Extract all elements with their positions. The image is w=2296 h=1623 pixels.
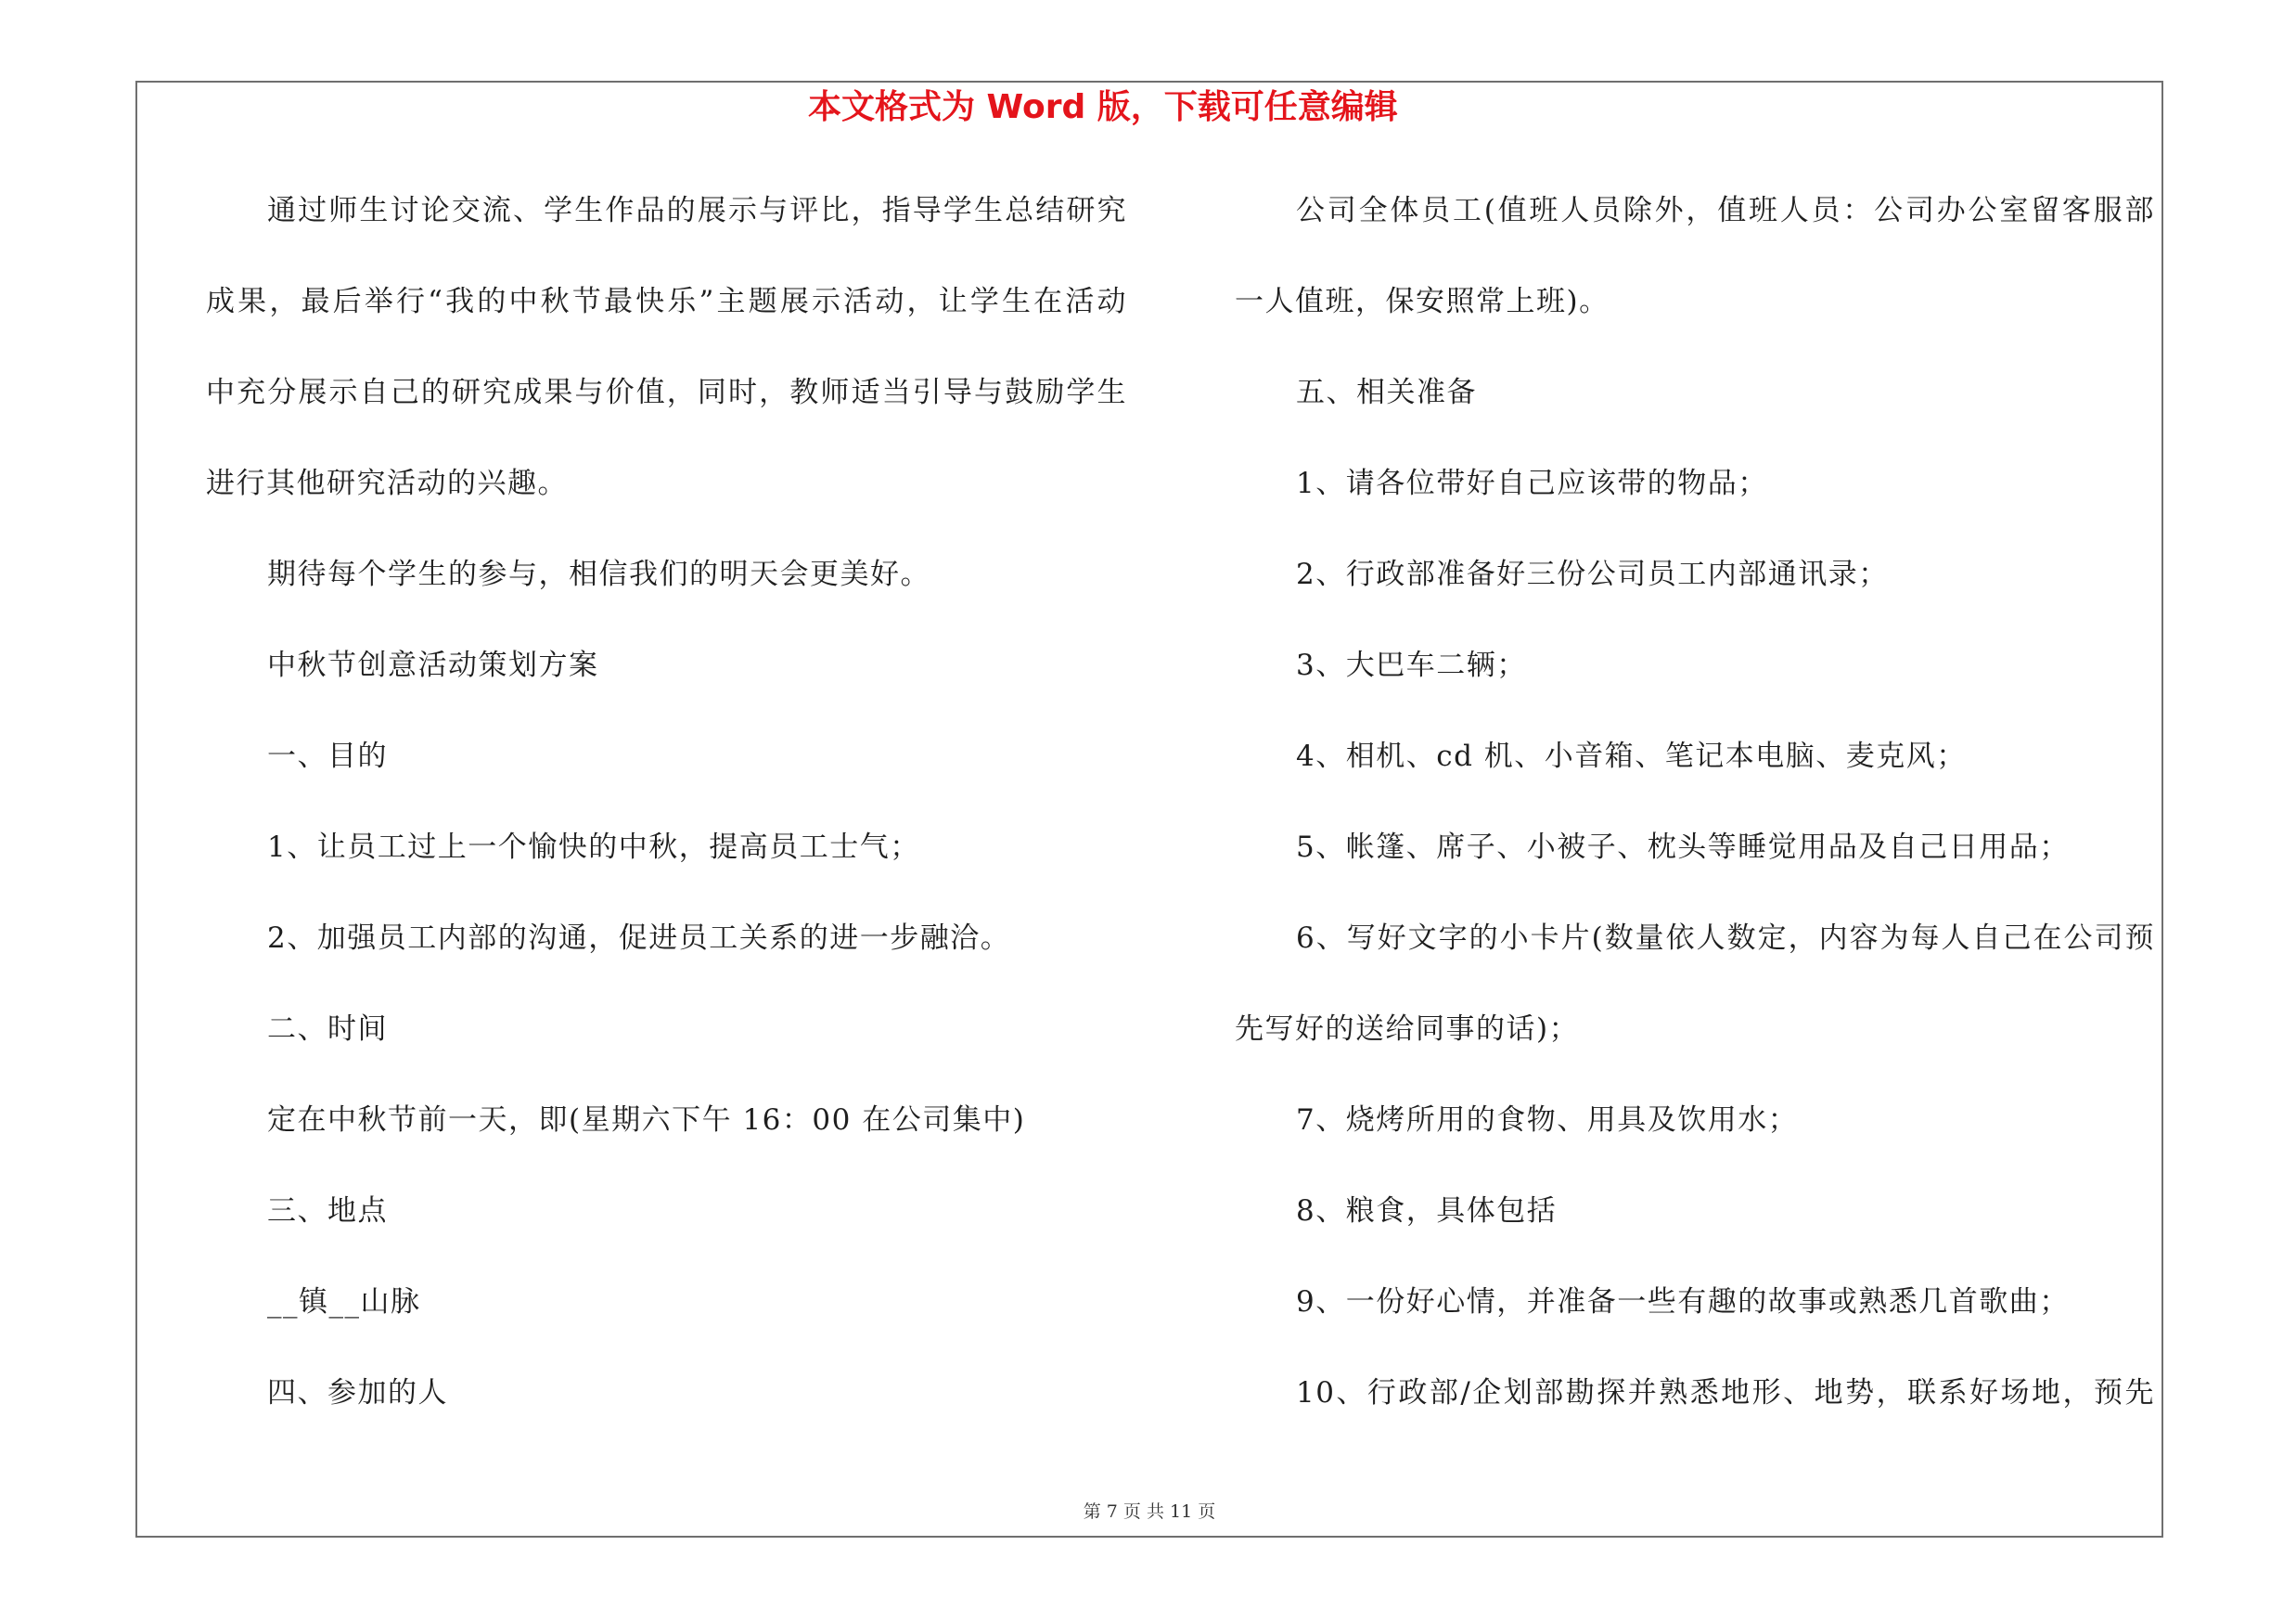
paragraph-line: 期待每个学生的参与，相信我们的明天会更美好。	[267, 558, 930, 591]
list-item	[1235, 893, 2155, 1075]
paragraph-line: 1、请各位带好自己应该带的物品；	[1296, 467, 1768, 500]
paragraph-line: 10、行政部/企划部勘探并熟悉地形、地势，联系好场地，预先	[1296, 1376, 2155, 1410]
paragraph	[1235, 165, 2155, 347]
paragraph-line: 四、参加的人	[267, 1376, 448, 1410]
paragraph-line: 4、相机、cd 机、小音箱、笔记本电脑、麦克风；	[1296, 740, 1967, 773]
list-item	[206, 893, 1127, 984]
paragraph-line: 五、相关准备	[1296, 376, 1477, 409]
right-column	[1235, 165, 2155, 1438]
list-item	[1235, 1075, 2155, 1166]
paragraph-line: 二、时间	[267, 1012, 388, 1046]
list-item	[1235, 620, 2155, 711]
list-item	[1235, 711, 2155, 802]
format-notice: 本文格式为 Word 版，下载可任意编辑	[808, 88, 1398, 126]
paragraph-line: 2、行政部准备好三份公司员工内部通讯录；	[1296, 558, 1889, 591]
paragraph-line: 进行其他研究活动的兴趣。	[206, 467, 568, 500]
section-heading	[206, 1166, 1127, 1256]
paragraph-line: 7、烧烤所用的食物、用具及饮用水；	[1296, 1103, 1799, 1137]
paragraph	[206, 1075, 1127, 1166]
section-heading	[206, 1347, 1127, 1438]
paragraph-line: 1、让员工过上一个愉快的中秋，提高员工士气；	[267, 831, 920, 864]
list-item	[1235, 1347, 2155, 1438]
section-heading	[206, 984, 1127, 1075]
section-title	[206, 620, 1127, 711]
paragraph-line: __镇__山脉	[267, 1285, 421, 1319]
paragraph-line: 2、加强员工内部的沟通，促进员工关系的进一步融洽。	[267, 921, 1011, 955]
paragraph-line: 6、写好文字的小卡片(数量依人数定，内容为每人自己在公司预	[1296, 921, 2155, 955]
page-number: 第 7 页 共 11 页	[1083, 1501, 1216, 1522]
paragraph	[206, 529, 1127, 620]
paragraph-line: 先写好的送给同事的话)；	[1235, 1012, 1580, 1046]
paragraph-line: 公司全体员工(值班人员除外，值班人员：公司办公室留客服部	[1296, 194, 2155, 227]
paragraph-line: 8、粮食，具体包括	[1296, 1194, 1558, 1228]
paragraph-line: 通过师生讨论交流、学生作品的展示与评比，指导学生总结研究	[267, 194, 1127, 227]
paragraph-line: 中充分展示自己的研究成果与价值，同时，教师适当引导与鼓励学生	[206, 376, 1127, 409]
list-item	[1235, 802, 2155, 893]
list-item	[1235, 529, 2155, 620]
section-heading	[206, 711, 1127, 802]
paragraph-line: 一人值班，保安照常上班)。	[1235, 285, 1610, 318]
list-item	[1235, 1166, 2155, 1256]
paragraph-line: 三、地点	[267, 1194, 388, 1228]
paragraph	[206, 1256, 1127, 1347]
paragraph-line: 一、目的	[267, 740, 388, 773]
list-item	[1235, 1256, 2155, 1347]
paragraph	[206, 165, 1127, 529]
paragraph-line: 3、大巴车二辆；	[1296, 649, 1527, 682]
paragraph-line: 成果，最后举行“我的中秋节最快乐”主题展示活动，让学生在活动	[206, 285, 1127, 318]
paragraph-line: 9、一份好心情，并准备一些有趣的故事或熟悉几首歌曲；	[1296, 1285, 2070, 1319]
list-item	[206, 802, 1127, 893]
list-item	[1235, 438, 2155, 529]
paragraph-line: 定在中秋节前一天，即(星期六下午 16：00 在公司集中)	[267, 1103, 1026, 1137]
section-heading	[1235, 347, 2155, 438]
left-column	[206, 165, 1127, 1438]
paragraph-line: 中秋节创意活动策划方案	[267, 649, 599, 682]
paragraph-line: 5、帐篷、席子、小被子、枕头等睡觉用品及自己日用品；	[1296, 831, 2070, 864]
